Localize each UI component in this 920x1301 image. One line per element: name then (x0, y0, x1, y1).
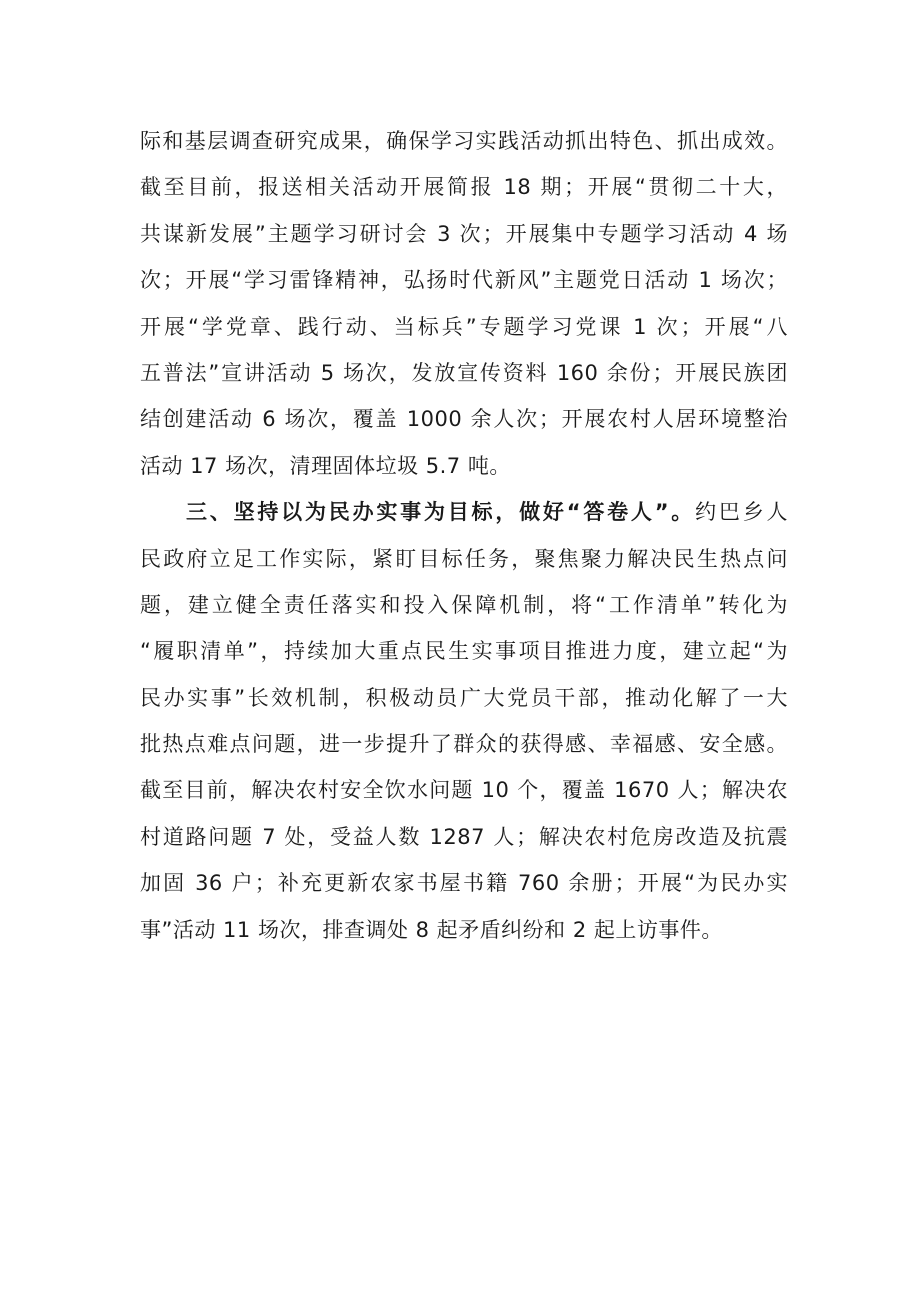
text-line: 民办实事”长效机制，积极动员广大党员干部，推动化解了一大 (140, 685, 788, 710)
text-line: 事”活动 11 场次，排查调处 8 起矛盾纠纷和 2 起上访事件。 (140, 917, 723, 942)
section-heading-line (140, 489, 788, 535)
text-line: 截至目前，报送相关活动开展简报 18 期；开展“贯彻二十大， (140, 175, 788, 200)
text-line: 题，建立健全责任落实和投入保障机制，将“工作清单”转化为 (140, 592, 788, 617)
text-line: 开展“学党章、践行动、当标兵”专题学习党课 1 次；开展“八 (140, 314, 788, 339)
text-line: 次；开展“学习雷锋精神，弘扬时代新风”主题党日活动 1 场次； (140, 268, 788, 293)
text-line: 结创建活动 6 场次，覆盖 1000 余人次；开展农村人居环境整治 (140, 407, 788, 432)
text-line: 共谋新发展”主题学习研讨会 3 次；开展集中专题学习活动 4 场 (140, 221, 788, 246)
text-line: 村道路问题 7 处，受益人数 1287 人；解决农村危房改造及抗震 (140, 824, 788, 849)
text-line: 五普法”宣讲活动 5 场次，发放宣传资料 160 余份；开展民族团 (140, 360, 788, 385)
text-line: 际和基层调查研究成果，确保学习实践活动抓出特色、抓出成效。 (140, 129, 788, 153)
text-line: 民政府立足工作实际，紧盯目标任务，聚焦聚力解决民生热点问 (140, 546, 788, 571)
text-line: 加固 36 户；补充更新农家书屋书籍 760 余册；开展“为民办实 (140, 871, 788, 896)
text-line: 活动 17 场次，清理固体垃圾 5.7 吨。 (140, 453, 511, 478)
text-line: 批热点难点问题，进一步提升了群众的获得感、幸福感、安全感。 (140, 732, 788, 757)
heading-line-rest: 约巴乡人 (695, 500, 788, 525)
section-heading: 三、坚持以为民办实事为目标，做好“答卷人”。 (186, 500, 696, 525)
text-line: “履职清单”，持续加大重点民生实事项目推进力度，建立起“为 (140, 639, 788, 664)
paragraph-activities (140, 118, 788, 489)
text-line: 截至目前，解决农村安全饮水问题 10 个，覆盖 1670 人；解决农 (140, 778, 788, 803)
body-text (140, 118, 788, 953)
paragraph-practical-affairs (140, 489, 788, 953)
